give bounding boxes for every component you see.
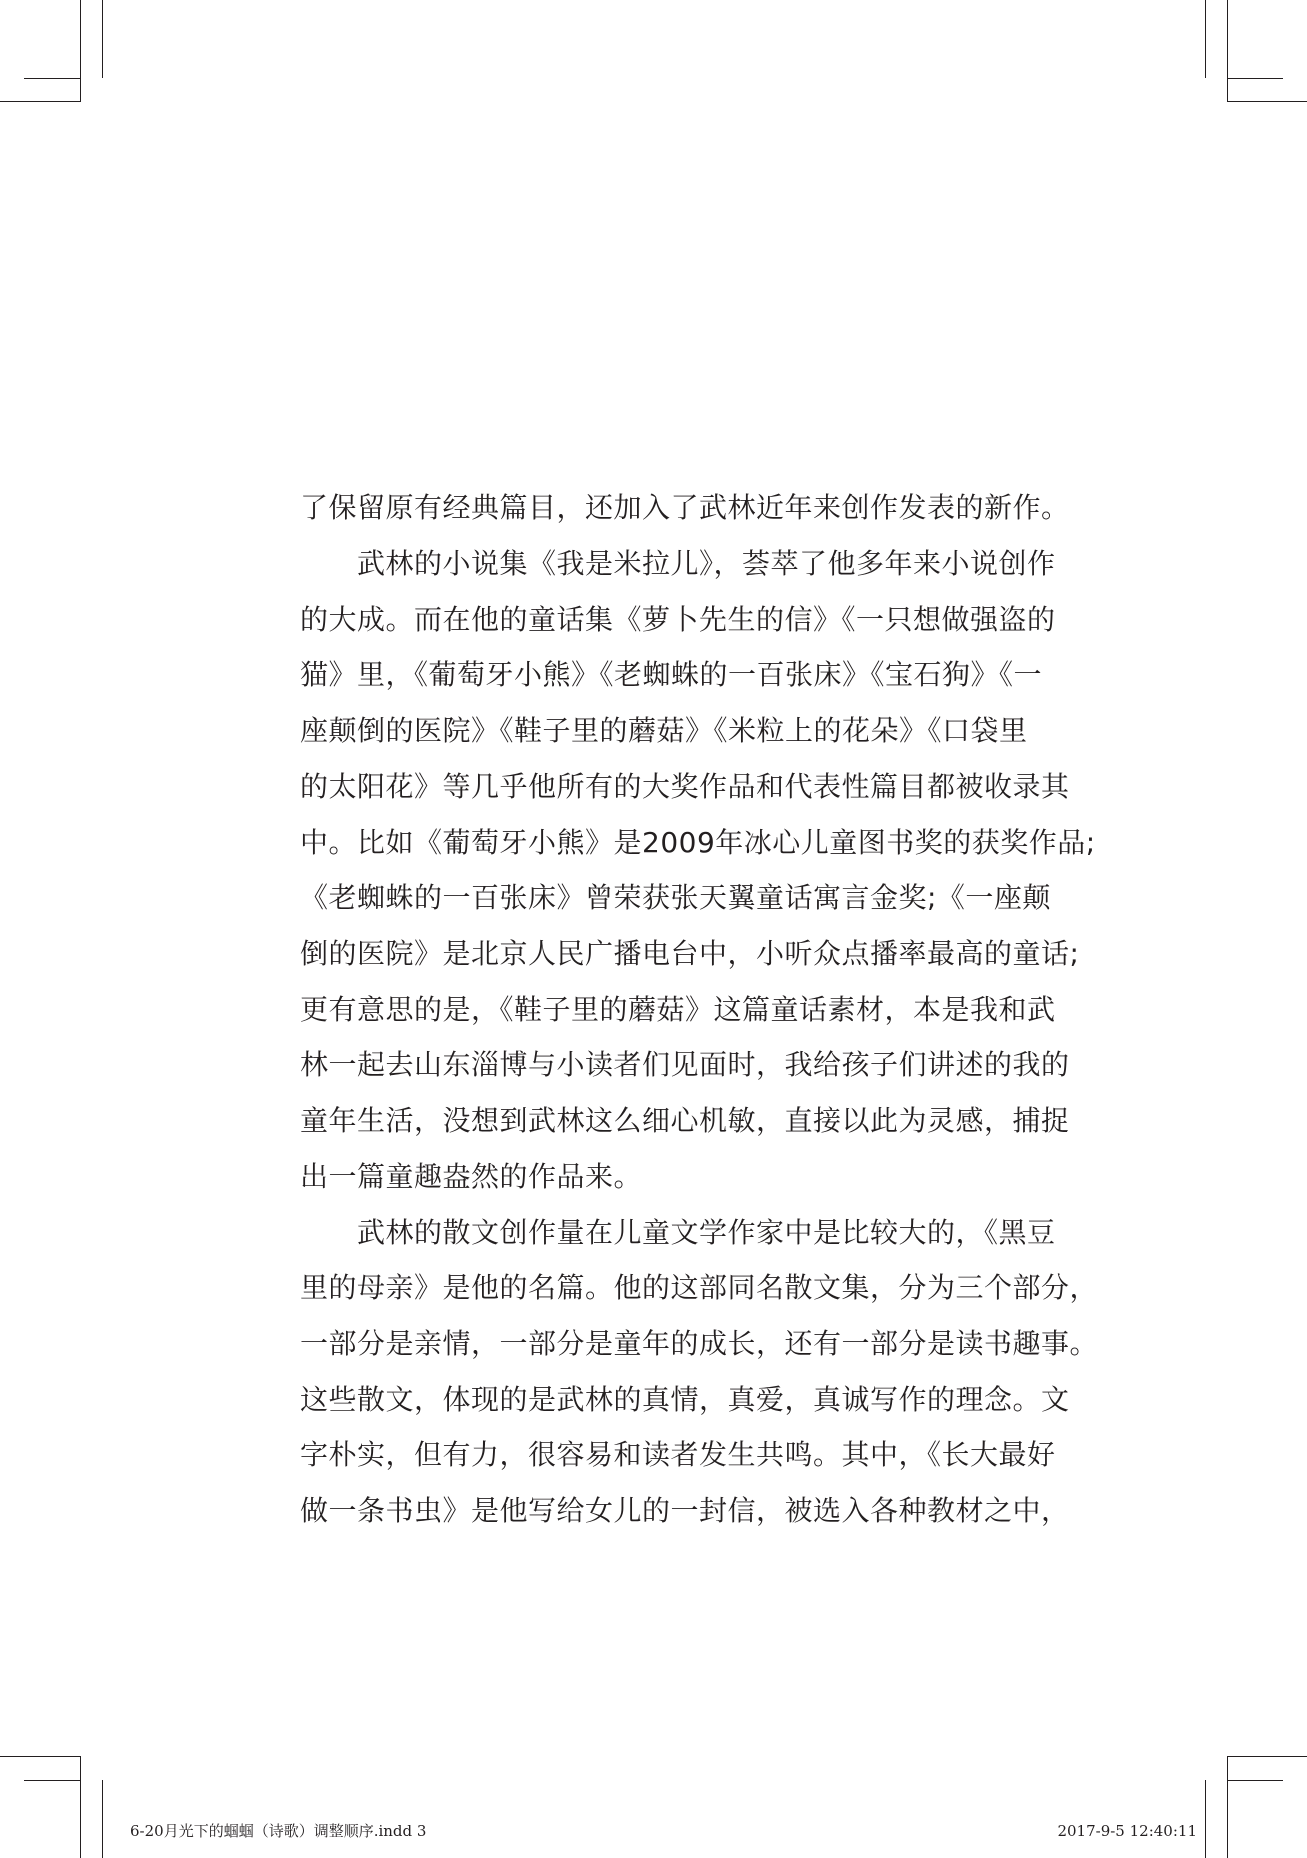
- crop-mark: [80, 1756, 81, 1858]
- crop-mark: [1227, 78, 1283, 79]
- text-line: 做一条书虫》是他写给女儿的一封信，被选入各种教材之中，: [300, 1494, 1070, 1527]
- crop-mark: [102, 0, 103, 78]
- crop-mark: [0, 1756, 80, 1757]
- crop-mark: [1205, 1780, 1206, 1858]
- crop-mark: [1227, 1756, 1228, 1858]
- text-line: 的太阳花》等几乎他所有的大奖作品和代表性篇目都被收录其: [300, 770, 1070, 803]
- crop-mark: [1227, 1780, 1283, 1781]
- text-line: 字朴实，但有力，很容易和读者发生共鸣。其中，《长大最好: [300, 1438, 1056, 1471]
- crop-mark: [1227, 1756, 1307, 1757]
- text-line: 武林的小说集《我是米拉儿》，荟萃了他多年来小说创作: [300, 547, 1056, 580]
- crop-mark: [102, 1780, 103, 1858]
- text-line: 倒的医院》是北京人民广播电台中，小听众点播率最高的童话;: [300, 937, 1080, 970]
- crop-mark: [80, 0, 81, 102]
- text-line: 中。比如《葡萄牙小熊》是2009年冰心儿童图书奖的获奖作品;: [300, 826, 1096, 859]
- text-line: 的大成。而在他的童话集《萝卜先生的信》《一只想做强盗的: [300, 603, 1056, 636]
- crop-mark: [1227, 0, 1228, 102]
- text-line: 童年生活，没想到武林这么细心机敏，直接以此为灵感，捕捉: [300, 1104, 1070, 1137]
- crop-mark: [24, 1780, 80, 1781]
- text-line: 一部分是亲情，一部分是童年的成长，还有一部分是读书趣事。: [300, 1327, 1099, 1360]
- crop-mark: [0, 101, 80, 102]
- text-line: 武林的散文创作量在儿童文学作家中是比较大的，《黑豆: [300, 1216, 1056, 1249]
- text-line: 里的母亲》是他的名篇。他的这部同名散文集，分为三个部分，: [300, 1271, 1099, 1304]
- text-line: 这些散文，体现的是武林的真情，真爱，真诚写作的理念。文: [300, 1383, 1070, 1416]
- text-line: 《老蜘蛛的一百张床》曾荣获张天翼童话寓言金奖;《一座颠: [300, 881, 1051, 914]
- crop-mark: [24, 78, 80, 79]
- text-line: 林一起去山东淄博与小读者们见面时，我给孩子们讲述的我的: [300, 1048, 1070, 1081]
- text-line: 出一篇童趣盎然的作品来。: [300, 1160, 643, 1193]
- text-line: 更有意思的是，《鞋子里的蘑菇》这篇童话素材，本是我和武: [300, 993, 1056, 1026]
- text-line: 猫》里，《葡萄牙小熊》《老蜘蛛的一百张床》《宝石狗》《一: [300, 658, 1043, 691]
- crop-mark: [1227, 101, 1307, 102]
- text-line: 了保留原有经典篇目，还加入了武林近年来创作发表的新作。: [300, 491, 1070, 524]
- text-line: 座颠倒的医院》《鞋子里的蘑菇》《米粒上的花朵》《口袋里: [300, 714, 1028, 747]
- slug-filename: 6-20月光下的蝈蝈（诗歌）调整顺序.indd 3: [130, 1822, 427, 1840]
- slug-datetime: 2017-9-5 12:40:11: [1057, 1822, 1197, 1840]
- crop-mark: [1205, 0, 1206, 78]
